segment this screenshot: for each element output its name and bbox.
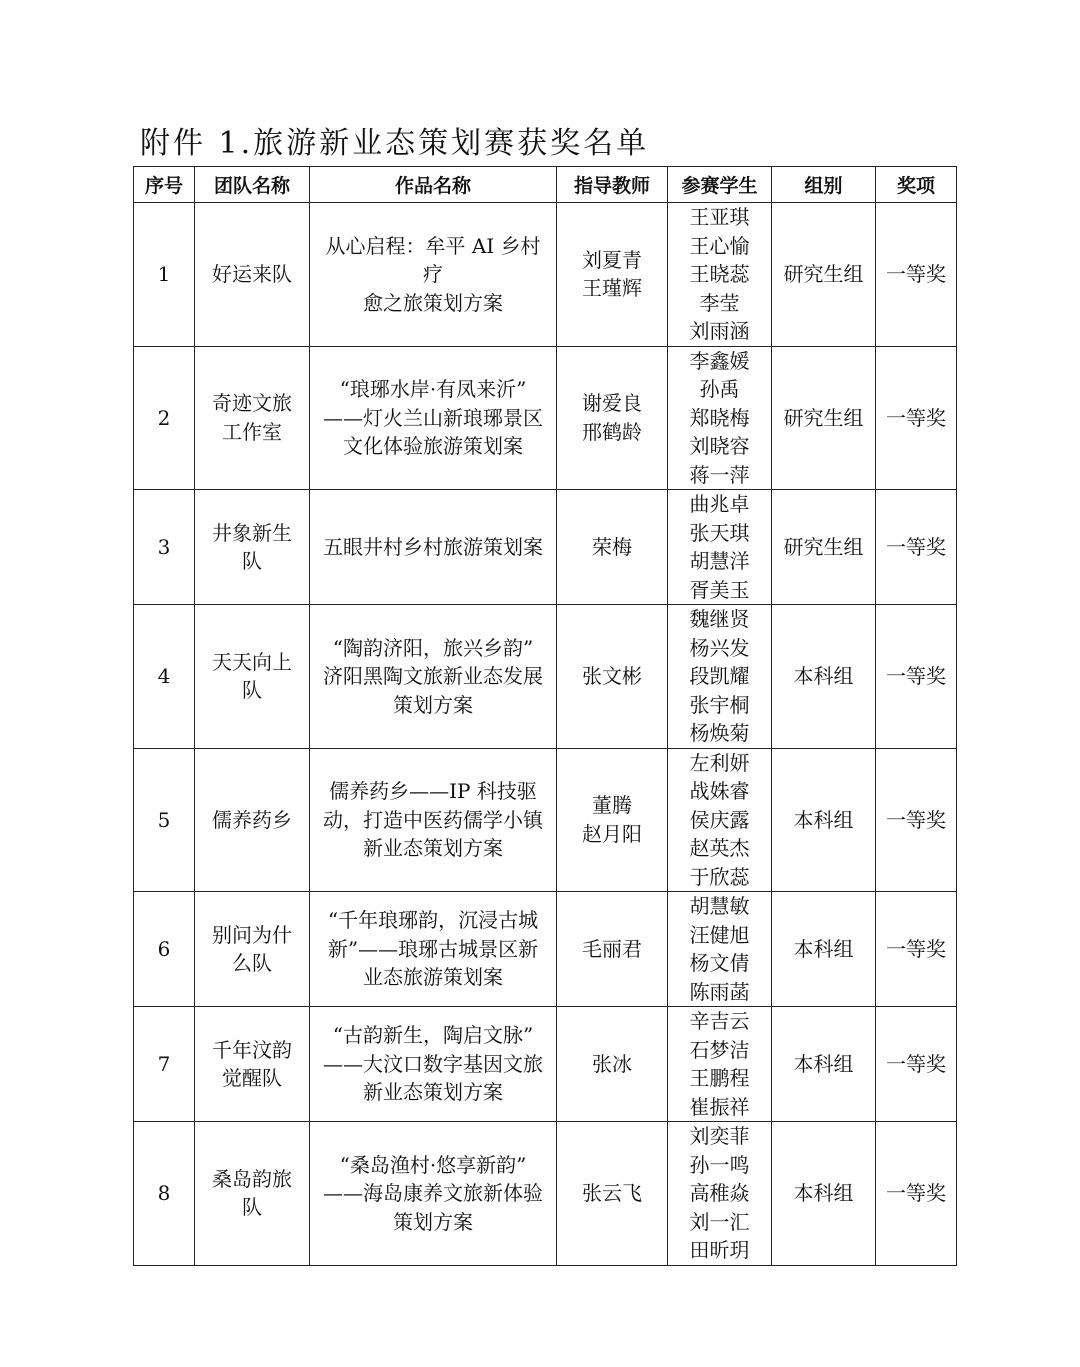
cell-work [310, 748, 557, 892]
cell-advisors-line: 赵月阳 [582, 821, 642, 846]
table-row [134, 1122, 957, 1266]
cell-work-line: ——灯火兰山新琅琊景区 [323, 405, 543, 430]
cell-work-line: 文化体验旅游策划案 [343, 434, 523, 458]
cell-group: 本科组 [772, 1122, 876, 1266]
cell-no: 7 [134, 1007, 195, 1122]
cell-team-line: 井象新生 [212, 520, 292, 545]
cell-work-line: 新”——琅琊古城景区新 [327, 936, 539, 961]
cell-work-line: ——大汶口数字基因文旅 [323, 1051, 543, 1076]
cell-group: 本科组 [772, 605, 876, 749]
cell-students-line: 张天琪 [689, 520, 750, 545]
cell-team-line: 奇迹文旅 [212, 391, 292, 416]
cell-advisors-line: 张冰 [592, 1051, 632, 1076]
cell-students-line: 高稚焱 [689, 1181, 750, 1205]
cell-students-line: 战姝睿 [689, 779, 750, 803]
cell-team [195, 1007, 310, 1122]
cell-students-line: 杨兴发 [689, 635, 750, 660]
cell-students [668, 892, 772, 1007]
cell-no: 8 [134, 1122, 195, 1266]
cell-team-line: 队 [242, 678, 262, 703]
cell-team-line: 天天向上 [212, 649, 292, 674]
cell-team-line: 桑岛韵旅 [212, 1166, 292, 1191]
cell-work-line: 五眼井村乡村旅游策划案 [323, 534, 543, 559]
cell-students-line: 胥美玉 [689, 577, 750, 602]
cell-no: 5 [134, 748, 195, 892]
table-row [134, 892, 957, 1007]
cell-students-line: 孙禹 [699, 377, 740, 401]
cell-advisors-line: 张云飞 [582, 1181, 642, 1205]
cell-team-line: 队 [242, 1195, 262, 1220]
header-work: 作品名称 [310, 167, 557, 203]
cell-work-line: “古韵新生，陶启文脉” [332, 1023, 534, 1048]
cell-advisors [557, 892, 668, 1007]
cell-team [195, 605, 310, 749]
cell-award: 一等奖 [876, 605, 957, 749]
cell-work-line: 策划方案 [393, 692, 473, 717]
cell-team [195, 203, 310, 347]
cell-advisors [557, 346, 668, 490]
cell-students-line: 胡慧洋 [689, 549, 750, 573]
cell-work-line: 从心启程：牟平 AI 乡村疗 [325, 233, 541, 286]
cell-work-line: “桑岛渔村·悠享新韵” [339, 1152, 527, 1177]
cell-award: 一等奖 [876, 490, 957, 605]
cell-students-line: 于欣蕊 [689, 864, 750, 889]
cell-team [195, 892, 310, 1007]
cell-advisors-line: 邢鹤龄 [582, 419, 642, 444]
table-row [134, 1007, 957, 1122]
cell-students-line: 杨文倩 [689, 951, 750, 975]
cell-group: 研究生组 [772, 490, 876, 605]
cell-students-line: 段凯耀 [689, 664, 750, 688]
cell-students [668, 748, 772, 892]
header-no: 序号 [134, 167, 195, 203]
cell-work [310, 490, 557, 605]
cell-work-line: 业态旅游策划案 [363, 965, 503, 990]
cell-students-line: 李鑫媛 [689, 348, 750, 373]
cell-team-line: 么队 [232, 951, 272, 975]
cell-group: 本科组 [772, 1007, 876, 1122]
cell-advisors-line: 张文彬 [582, 664, 642, 688]
cell-award: 一等奖 [876, 1122, 957, 1266]
cell-students-line: 赵英杰 [689, 836, 750, 860]
cell-students-line: 王心愉 [689, 233, 750, 258]
cell-advisors-line: 王瑾辉 [582, 276, 642, 301]
cell-students-line: 左利妍 [689, 750, 750, 775]
cell-team-line: 好运来队 [212, 262, 292, 286]
table-row [134, 203, 957, 347]
page-title: 附件 1.旅游新业态策划赛获奖名单 [140, 126, 650, 161]
cell-students-line: 刘一汇 [689, 1209, 750, 1234]
cell-group: 本科组 [772, 748, 876, 892]
cell-work-line: 新业态策划方案 [363, 836, 503, 860]
cell-advisors [557, 490, 668, 605]
cell-students-line: 郑晓梅 [689, 405, 750, 430]
cell-work [310, 892, 557, 1007]
cell-work [310, 1122, 557, 1266]
cell-work-line: 策划方案 [393, 1209, 473, 1234]
cell-award: 一等奖 [876, 748, 957, 892]
cell-students-line: 石梦洁 [689, 1037, 750, 1062]
cell-work-line: 动，打造中医药儒学小镇 [323, 807, 543, 832]
cell-advisors-line: 董腾 [592, 793, 632, 818]
cell-students-line: 张宇桐 [689, 692, 750, 717]
cell-team [195, 1122, 310, 1266]
cell-work-line: 济阳黑陶文旅新业态发展 [323, 664, 543, 688]
cell-students [668, 1007, 772, 1122]
cell-advisors-line: 谢爱良 [582, 391, 642, 416]
cell-work-line: ——海岛康养文旅新体验 [323, 1181, 543, 1205]
cell-students-line: 汪健旭 [689, 922, 750, 947]
cell-team-line: 觉醒队 [222, 1066, 282, 1090]
cell-team [195, 346, 310, 490]
cell-work-line: 愈之旅策划方案 [363, 290, 503, 315]
cell-team-line: 儒养药乡 [212, 807, 292, 832]
cell-no: 1 [134, 203, 195, 347]
cell-students-line: 王鹏程 [689, 1066, 750, 1090]
header-advisors: 指导教师 [557, 167, 668, 203]
cell-work-line: “陶韵济阳，旅兴乡韵” [332, 635, 534, 660]
cell-students-line: 刘雨涵 [689, 319, 750, 343]
cell-team-line: 工作室 [222, 419, 282, 444]
cell-work [310, 346, 557, 490]
cell-students [668, 490, 772, 605]
cell-advisors [557, 1122, 668, 1266]
cell-team-line: 别问为什 [212, 922, 292, 947]
cell-students-line: 辛吉云 [689, 1009, 750, 1033]
cell-students-line: 孙一鸣 [689, 1152, 750, 1177]
cell-students-line: 蒋一萍 [689, 462, 750, 487]
header-team: 团队名称 [195, 167, 310, 203]
table-row [134, 346, 957, 490]
cell-advisors-line: 毛丽君 [582, 936, 642, 961]
cell-group: 研究生组 [772, 346, 876, 490]
cell-students [668, 1122, 772, 1266]
table-row [134, 490, 957, 605]
cell-work-line: 儒养药乡——IP 科技驱 [329, 779, 537, 803]
table-row [134, 748, 957, 892]
cell-award: 一等奖 [876, 346, 957, 490]
cell-students-line: 崔振祥 [689, 1094, 750, 1119]
cell-work [310, 1007, 557, 1122]
cell-work [310, 605, 557, 749]
cell-students [668, 346, 772, 490]
cell-students-line: 杨焕菊 [689, 721, 750, 745]
header-group: 组别 [772, 167, 876, 203]
cell-award: 一等奖 [876, 1007, 957, 1122]
cell-work-line: “千年琅琊韵，沉浸古城 [327, 908, 539, 933]
table-header-row [134, 167, 957, 203]
cell-team-line: 队 [242, 549, 262, 573]
cell-team [195, 748, 310, 892]
cell-students-line: 魏继贤 [689, 607, 750, 631]
cell-advisors [557, 748, 668, 892]
cell-work-line: “琅琊水岸·有凤来沂” [339, 377, 527, 401]
cell-no: 3 [134, 490, 195, 605]
cell-award: 一等奖 [876, 203, 957, 347]
header-award: 奖项 [876, 167, 957, 203]
cell-advisors [557, 203, 668, 347]
cell-advisors [557, 1007, 668, 1122]
table-row [134, 605, 957, 749]
cell-award: 一等奖 [876, 892, 957, 1007]
cell-work [310, 203, 557, 347]
cell-students-line: 刘奕菲 [689, 1124, 750, 1148]
cell-students-line: 胡慧敏 [689, 894, 750, 918]
cell-no: 4 [134, 605, 195, 749]
cell-group: 本科组 [772, 892, 876, 1007]
cell-advisors-line: 刘夏青 [582, 247, 642, 272]
cell-advisors-line: 荣梅 [592, 534, 632, 559]
cell-students-line: 田昕玥 [689, 1238, 750, 1262]
cell-team-line: 千年汶韵 [212, 1037, 292, 1062]
cell-no: 2 [134, 346, 195, 490]
cell-advisors [557, 605, 668, 749]
cell-students-line: 王亚琪 [689, 205, 750, 229]
header-students: 参赛学生 [668, 167, 772, 203]
cell-students [668, 605, 772, 749]
cell-group: 研究生组 [772, 203, 876, 347]
cell-students-line: 陈雨菡 [689, 979, 750, 1004]
cell-students-line: 曲兆卓 [689, 492, 750, 516]
cell-students-line: 李莹 [699, 290, 740, 315]
cell-students-line: 王晓蕊 [689, 262, 750, 286]
cell-students-line: 刘晓容 [689, 434, 750, 458]
cell-no: 6 [134, 892, 195, 1007]
cell-students [668, 203, 772, 347]
cell-students-line: 侯庆露 [689, 807, 750, 832]
cell-work-line: 新业态策划方案 [363, 1080, 503, 1105]
cell-team [195, 490, 310, 605]
awards-table [133, 166, 957, 1266]
